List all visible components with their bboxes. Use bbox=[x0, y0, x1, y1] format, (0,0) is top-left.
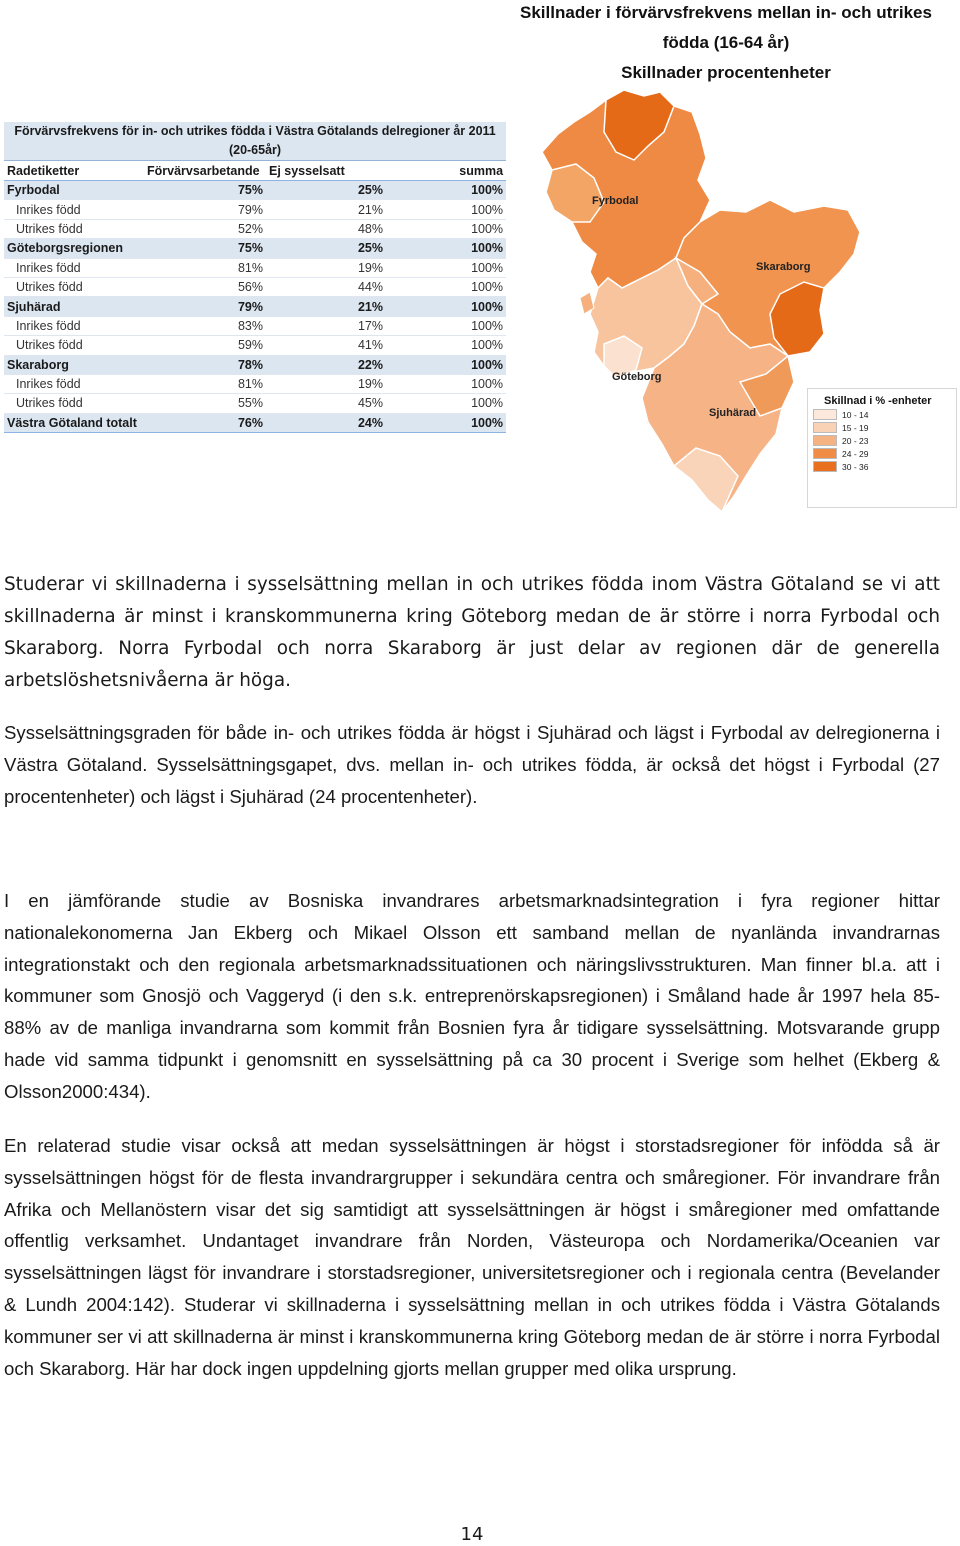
row-sum: 100% bbox=[386, 200, 506, 219]
row-not-employed: 19% bbox=[266, 374, 386, 393]
row-employed: 79% bbox=[144, 297, 266, 316]
table-row bbox=[4, 394, 506, 413]
paragraph-1: Studerar vi skillnaderna i sysselsättning mellan in och utrikes födda inom Västra Götaland se vi att skillnaderna är minst i kranskommunerna kring Göteborg medan de är större i norra Fyrbodal och Skaraborg. Norra Fyrbodal och norra Skaraborg är just delar av regionen där de generella arbetslöshetsnivåerna är höga. bbox=[4, 574, 940, 691]
row-sum: 100% bbox=[386, 374, 506, 393]
map-label-fyrbodal: Fyrbodal bbox=[592, 195, 639, 207]
row-not-employed: 24% bbox=[266, 413, 386, 432]
legend-rows bbox=[808, 409, 956, 472]
table-row bbox=[4, 316, 506, 335]
row-not-employed: 25% bbox=[266, 239, 386, 258]
row-label: Utrikes född bbox=[4, 277, 144, 296]
legend-title: Skillnad i % -enheter bbox=[824, 395, 932, 407]
row-employed: 59% bbox=[144, 336, 266, 355]
legend-label: 30 - 36 bbox=[842, 461, 869, 472]
table-row bbox=[4, 219, 506, 238]
row-sum: 100% bbox=[386, 219, 506, 238]
row-label: Inrikes född bbox=[4, 200, 144, 219]
row-sum: 100% bbox=[386, 258, 506, 277]
map-title bbox=[496, 0, 956, 88]
row-sum: 100% bbox=[386, 336, 506, 355]
map-label-goteborg: Göteborg bbox=[612, 371, 662, 383]
row-label: Utrikes född bbox=[4, 336, 144, 355]
map-label-skaraborg: Skaraborg bbox=[756, 261, 811, 273]
legend-swatch bbox=[813, 422, 837, 433]
table-header-row bbox=[4, 161, 506, 181]
row-employed: 76% bbox=[144, 413, 266, 432]
paragraph-2: Sysselsättningsgraden för både in- och utrikes födda är högst i Sjuhärad och lägst i Fyrbodal av delregionerna i Västra Götaland. Sysselsättningsgapet, dvs. mellan in- och utrikes födda, är också det högst i Fyrbodal (27 procentenheter) och lägst i Sjuhärad (24 procentenheter). bbox=[4, 722, 940, 807]
row-employed: 81% bbox=[144, 258, 266, 277]
table-row bbox=[4, 374, 506, 393]
row-sum: 100% bbox=[386, 413, 506, 432]
header-radetiketter: Radetiketter bbox=[4, 161, 144, 181]
legend-item bbox=[813, 448, 956, 459]
row-not-employed: 25% bbox=[266, 181, 386, 200]
table-row bbox=[4, 355, 506, 374]
row-employed: 56% bbox=[144, 277, 266, 296]
table-title-line1: Förvärvsfrekvens för in- och utrikes födda i Västra Götalands delregioner år 2011 bbox=[14, 124, 496, 138]
row-label: Inrikes född bbox=[4, 316, 144, 335]
row-not-employed: 17% bbox=[266, 316, 386, 335]
row-label: Göteborgsregionen bbox=[4, 239, 144, 258]
row-sum: 100% bbox=[386, 316, 506, 335]
header-summa: summa bbox=[386, 161, 506, 181]
table-title bbox=[4, 122, 506, 161]
row-label: Inrikes född bbox=[4, 374, 144, 393]
legend-item bbox=[813, 435, 956, 446]
row-not-employed: 44% bbox=[266, 277, 386, 296]
table-title-line2: (20-65år) bbox=[228, 143, 282, 157]
row-sum: 100% bbox=[386, 355, 506, 374]
table-row bbox=[4, 258, 506, 277]
legend-label: 20 - 23 bbox=[842, 435, 869, 446]
legend-label: 24 - 29 bbox=[842, 448, 869, 459]
row-employed: 75% bbox=[144, 181, 266, 200]
table-row bbox=[4, 297, 506, 316]
row-not-employed: 22% bbox=[266, 355, 386, 374]
row-employed: 81% bbox=[144, 374, 266, 393]
header-forvarvsarbetande: Förvärvsarbetande bbox=[144, 161, 266, 181]
legend-item bbox=[813, 422, 956, 433]
row-not-employed: 45% bbox=[266, 394, 386, 413]
employment-table bbox=[4, 122, 506, 433]
row-employed: 83% bbox=[144, 316, 266, 335]
row-sum: 100% bbox=[386, 181, 506, 200]
row-label: Utrikes född bbox=[4, 394, 144, 413]
paragraph-4: En relaterad studie visar också att medan sysselsättningen är högst i storstadsregioner för infödda så är sysselsättningen högst för de flesta invandrargrupper i sekundära centra och småregioner. För invandrare från Afrika och Mellanöstern visar det sig samtidigt att sysselsättningen är högst i småregioner med omfattande offentlig verksamhet. Undantaget invandrare från Norden, Västeuropa och Nordamerika/Oceanien var sysselsättningen lägst för invandrare i storstadsregioner, universitetsregioner och i regionala centra (Bevelander & Lundh 2004:142). Studerar vi skillnaderna i sysselsättning mellan in och utrikes födda i Västra Götalands kommuner ser vi att skillnaderna är minst i kranskommunerna kring Göteborg medan de är större i norra Fyrbodal och Skaraborg. Här har dock ingen uppdelning gjorts mellan grupper med olika ursprung. bbox=[4, 1135, 940, 1379]
row-not-employed: 48% bbox=[266, 219, 386, 238]
table-row bbox=[4, 239, 506, 258]
row-sum: 100% bbox=[386, 277, 506, 296]
page-number: 14 bbox=[460, 1524, 484, 1545]
map-title-line2: födda (16-64 år) bbox=[662, 33, 790, 52]
legend-item bbox=[813, 461, 956, 472]
row-sum: 100% bbox=[386, 297, 506, 316]
table-row bbox=[4, 200, 506, 219]
row-not-employed: 21% bbox=[266, 200, 386, 219]
row-label: Västra Götaland totalt bbox=[4, 413, 144, 432]
legend-label: 15 - 19 bbox=[842, 422, 869, 433]
row-employed: 52% bbox=[144, 219, 266, 238]
row-label: Inrikes född bbox=[4, 258, 144, 277]
legend-label: 10 - 14 bbox=[842, 409, 869, 420]
row-sum: 100% bbox=[386, 394, 506, 413]
map-title-line1: Skillnader i förvärvsfrekvens mellan in- och utrikes bbox=[520, 3, 932, 22]
legend-item bbox=[813, 409, 956, 420]
row-label: Utrikes född bbox=[4, 219, 144, 238]
row-label: Fyrbodal bbox=[4, 181, 144, 200]
row-employed: 79% bbox=[144, 200, 266, 219]
region-map bbox=[524, 82, 960, 518]
row-employed: 55% bbox=[144, 394, 266, 413]
table-row bbox=[4, 277, 506, 296]
row-not-employed: 41% bbox=[266, 336, 386, 355]
row-not-employed: 19% bbox=[266, 258, 386, 277]
row-label: Skaraborg bbox=[4, 355, 144, 374]
legend-swatch bbox=[813, 435, 837, 446]
row-employed: 78% bbox=[144, 355, 266, 374]
legend-swatch bbox=[813, 409, 837, 420]
header-ej-sysselsatt: Ej sysselsatt bbox=[266, 161, 386, 181]
row-sum: 100% bbox=[386, 239, 506, 258]
legend-swatch bbox=[813, 448, 837, 459]
legend-swatch bbox=[813, 461, 837, 472]
table-row bbox=[4, 413, 506, 432]
map-label-sjuharad: Sjuhärad bbox=[709, 407, 757, 419]
map-title-line3: Skillnader procentenheter bbox=[621, 63, 831, 82]
table-row bbox=[4, 336, 506, 355]
table-row bbox=[4, 181, 506, 200]
row-employed: 75% bbox=[144, 239, 266, 258]
map-legend bbox=[807, 388, 957, 508]
row-not-employed: 21% bbox=[266, 297, 386, 316]
row-label: Sjuhärad bbox=[4, 297, 144, 316]
paragraph-3: I en jämförande studie av Bosniska invandrares arbetsmarknadsintegration i fyra regioner hittar nationalekonomerna Jan Ekberg och Mikael Olsson ett samband mellan de nyanlända invandrarnas integrationstakt och den regionala arbetsmarknadssituationen och näringslivsstrukturen. Man finner bl.a. att i kommuner som Gnosjö och Vaggeryd (i den s.k. entreprenörskapsregionen) i Småland hade år 1997 hela 85-88% av de manliga invandrarna som kommit från Bosnien fyra år tidigare sysselsättning. Motsvarande grupp hade vid samma tidpunkt i genomsnitt en sysselsättning på ca 30 procent i Sverige som helhet (Ekberg & Olsson2000:434). bbox=[4, 890, 940, 1102]
